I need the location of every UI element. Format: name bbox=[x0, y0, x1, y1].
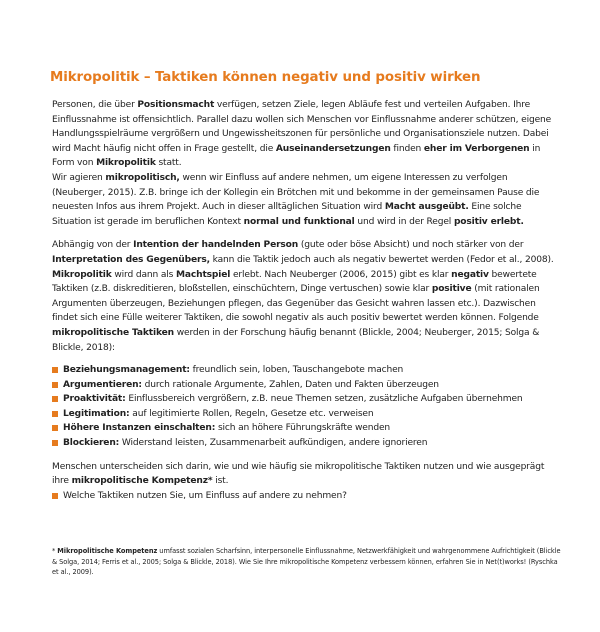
text-run: wenn wir Einfluss auf andere nehmen, um eigene Interessen zu verfolgen (Neuberger, 2015). Z.B. bringe ich der Kollegin ein Brötchen mit und bekomme in der gemeinsamen Pause die neuesten Infos aus ihrem Projekt. Auch in dieser alltäglichen Situation wird bbox=[52, 172, 540, 213]
tactic-description: durch rationale Argumente, Zahlen, Daten und Fakten überzeugen bbox=[141, 379, 439, 390]
text-run: (mit rationalen Argumenten überzeugen, Beziehungen pflegen, das Gegenüber das Gesicht wahren lassen etc.). Dazwischen findet sich eine Fülle weiterer Taktiken, die sowohl negativ als auch positiv bewertet werden können. Folgende bbox=[52, 284, 540, 324]
bullet-square-icon bbox=[52, 493, 58, 499]
bullet-square-icon bbox=[52, 396, 58, 402]
tactic-description: sich an höhere Führungskräfte wenden bbox=[215, 423, 391, 434]
paragraph-intention bbox=[52, 238, 562, 355]
text-run: finden bbox=[390, 143, 424, 154]
text-run: bewertete Taktiken (z.B. diskreditieren, bloßstellen, einschüchtern, Dinge vertuschen) sowie klar bbox=[52, 269, 537, 295]
body-text bbox=[52, 98, 562, 503]
list-item bbox=[52, 378, 562, 393]
text-run: verfügen, setzen Ziele, legen Abläufe fest und verteilen Aufgaben. Ihre Einflussnahme ist offensichtlich. Parallel dazu wollen sich Menschen vor Einflussnahme anderer schützen, eigene Handlungsspielräume vergrößern und Ungewissheitszonen für persönliche und Organisationsziele nutzen. Dabei wird Macht häufig nicht offen in Frage gestellt, die bbox=[52, 100, 552, 154]
bold-term: Machtspiel bbox=[176, 269, 231, 280]
text-run: Menschen unterscheiden sich darin, wie und wie häufig sie mikropolitische Taktiken nutzen und wie ausgeprägt ihre bbox=[52, 461, 545, 487]
text-run: erlebt. Nach Neuberger (2006, 2015) gibt es klar bbox=[230, 269, 452, 280]
bold-term: Intention der handelnden Person bbox=[133, 240, 299, 251]
paragraph-position-power bbox=[52, 98, 562, 171]
footnote bbox=[52, 546, 562, 578]
bold-term: eher im Verborgenen bbox=[423, 143, 530, 154]
tactic-description: Einflussbereich vergrößern, z.B. neue Themen setzen, zusätzliche Aufgaben übernehmen bbox=[125, 394, 523, 405]
tactic-term: Beziehungsmanagement: bbox=[63, 365, 190, 376]
list-item bbox=[52, 407, 562, 422]
text-run: Wir agieren bbox=[52, 172, 106, 183]
text-run: statt. bbox=[155, 158, 182, 169]
text-run: kann die Taktik jedoch auch als negativ bewertet werden (Fedor et al., 2008). bbox=[209, 254, 554, 265]
list-item bbox=[52, 363, 562, 378]
paragraph-competence bbox=[52, 460, 562, 489]
text-run: wird dann als bbox=[111, 269, 176, 280]
tactic-term: Legitimation: bbox=[63, 408, 130, 419]
bullet-square-icon bbox=[52, 440, 58, 446]
bullet-square-icon bbox=[52, 411, 58, 417]
bold-term: Mikropolitik bbox=[52, 269, 112, 280]
bold-term: Macht ausgeübt. bbox=[384, 202, 469, 213]
tactics-list bbox=[52, 363, 562, 451]
bold-term: normal und funktional bbox=[243, 216, 355, 227]
footnote-text bbox=[52, 546, 562, 578]
bullet-square-icon bbox=[52, 367, 58, 373]
tactic-description: auf legitimierte Rollen, Regeln, Gesetze etc. verweisen bbox=[129, 408, 374, 419]
text-run: Abhängig von der bbox=[52, 240, 134, 251]
list-item bbox=[52, 392, 562, 407]
bold-term: positive bbox=[431, 284, 472, 295]
bold-term: Mikropolitik bbox=[96, 158, 156, 169]
tactic-description: freundlich sein, loben, Tauschangebote machen bbox=[189, 365, 404, 376]
tactic-term: Argumentieren: bbox=[63, 379, 142, 390]
text-run: werden in der Forschung häufig benannt (Blickle, 2004; Neuberger, 2015; Solga & Blickle, 2018): bbox=[52, 327, 540, 353]
text-run: (gute oder böse Absicht) und noch stärker von der bbox=[298, 240, 524, 251]
tactic-term: Höhere Instanzen einschalten: bbox=[63, 423, 216, 434]
tactic-description: Widerstand leisten, Zusammenarbeit aufkündigen, andere ignorieren bbox=[119, 438, 428, 449]
text-run: Personen, die über bbox=[52, 100, 138, 110]
text-run: ist. bbox=[212, 476, 229, 487]
bold-term: negativ bbox=[451, 269, 489, 280]
footnote-marker: * bbox=[52, 547, 58, 555]
bold-term: Positionsmacht bbox=[137, 100, 215, 110]
tactic-term: Blockieren: bbox=[63, 438, 120, 449]
reflection-question bbox=[52, 489, 562, 504]
bold-term: mikropolitische Taktiken bbox=[52, 327, 174, 338]
text-run: und wird in der Regel bbox=[354, 216, 454, 227]
tactic-term: Proaktivität: bbox=[63, 394, 126, 405]
text-run: Eine solche Situation ist gerade im beruflichen Kontext bbox=[52, 202, 522, 227]
bold-term: mikropolitische Kompetenz* bbox=[71, 476, 213, 487]
section-heading: Mikropolitik – Taktiken können negativ und positiv wirken bbox=[50, 70, 481, 85]
footnote-body: umfasst sozialen Scharfsinn, interpersonelle Einflussnahme, Netzwerkfähigkeit und wahrgenommene Aufrichtigkeit (Blickle & Solga, 2014; Ferris et al., 2005; Solga & Blickle, 2018). Wie Sie Ihre mikropolitische Kompetenz verbessern können, erfahren Sie in Net(t)works! (Ryschka et al., 2009). bbox=[52, 547, 561, 576]
bullet-square-icon bbox=[52, 382, 58, 388]
bold-term: Auseinandersetzungen bbox=[275, 143, 391, 154]
text-run: in Form von bbox=[52, 143, 541, 169]
footnote-term: Mikropolitische Kompetenz bbox=[57, 547, 158, 555]
bold-term: Interpretation des Gegenübers, bbox=[52, 254, 210, 265]
bold-term: positiv erlebt. bbox=[453, 216, 524, 227]
bold-term: mikropolitisch, bbox=[105, 172, 180, 183]
bullet-square-icon bbox=[52, 425, 58, 431]
paragraph-micropolitics bbox=[52, 171, 562, 229]
list-item bbox=[52, 421, 562, 436]
question-text: Welche Taktiken nutzen Sie, um Einfluss auf andere zu nehmen? bbox=[63, 490, 347, 501]
list-item bbox=[52, 436, 562, 451]
